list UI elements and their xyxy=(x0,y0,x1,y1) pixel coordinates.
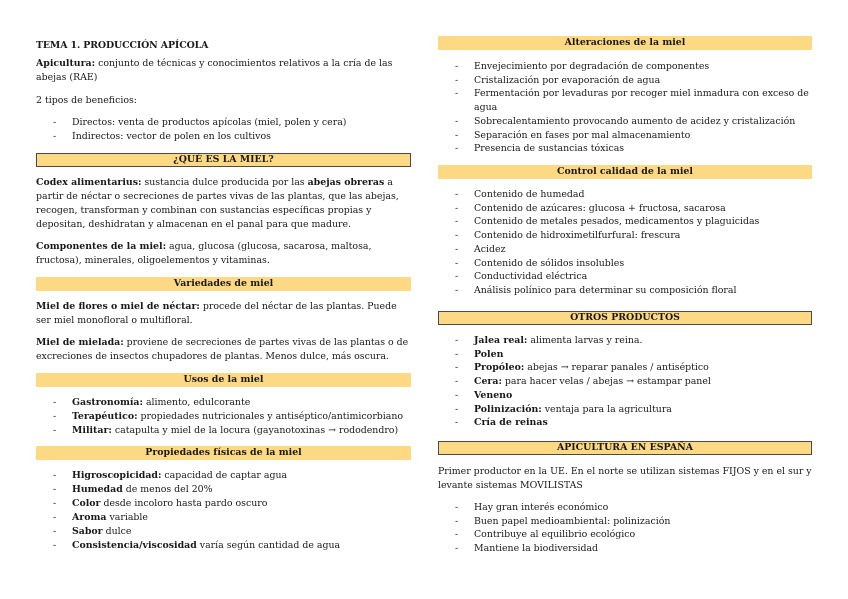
section-header-usos: Usos de la miel xyxy=(36,373,411,387)
producto-term: Polen xyxy=(474,348,504,360)
section-header-que-es: ¿QUÉ ES LA MIEL? xyxy=(36,153,411,167)
list-item xyxy=(438,389,812,403)
list-item xyxy=(36,396,411,410)
list-item: - Presencia de sustancias tóxicas xyxy=(438,142,812,156)
list-item: - Indirectos: vector de polen en los cultivos xyxy=(36,130,411,144)
propiedad-text: variable xyxy=(106,512,148,523)
section-header-variedades: Variedades de miel xyxy=(36,277,411,291)
propiedad-text: de menos del 20% xyxy=(122,484,213,495)
producto-term: Polinización: xyxy=(474,403,542,415)
list-item xyxy=(36,511,411,525)
producto-text: abejas → reparar panales / antiséptico xyxy=(524,362,709,374)
producto-text: para hacer velas / abejas → estampar panel xyxy=(501,376,711,388)
list-item: - Contenido de metales pesados, medicamentos y plaguicidas xyxy=(438,215,812,229)
propiedad-text: desde incoloro hasta pardo oscuro xyxy=(100,498,268,509)
usos-term: Gastronomía: xyxy=(72,397,143,408)
alteraciones-list xyxy=(438,60,812,156)
list-item: - Análisis polínico para determinar su composición floral xyxy=(438,284,812,298)
propiedad-term: Humedad xyxy=(72,484,123,495)
propiedad-text: varía según cantidad de agua xyxy=(196,540,341,551)
propiedad-text: capacidad de captar agua xyxy=(161,470,288,481)
list-item: - Directos: venta de productos apícolas (miel, polen y cera) xyxy=(36,116,411,130)
list-item: - Conductividad eléctrica xyxy=(438,270,812,284)
otros-list xyxy=(438,334,812,430)
list-item: - Contribuye al equilibrio ecológico xyxy=(438,528,812,542)
section-header-control: Control calidad de la miel xyxy=(438,165,812,179)
producto-term: Veneno xyxy=(474,389,513,401)
producto-term: Jalea real: xyxy=(474,335,528,346)
list-item xyxy=(36,497,411,511)
apicultura-definition xyxy=(36,57,411,85)
section-header-otros: OTROS PRODUCTOS xyxy=(438,311,812,325)
apicultura-text: conjunto de técnicas y conocimientos relativos a la cría de las abejas (RAE) xyxy=(36,58,393,83)
list-item xyxy=(36,539,411,553)
codex-term: Codex alimentarius: xyxy=(36,177,142,188)
section-header-propiedades: Propiedades físicas de la miel xyxy=(36,446,411,460)
usos-term: Terapéutico: xyxy=(72,411,138,422)
propiedad-text: dulce xyxy=(102,526,132,537)
list-item xyxy=(36,469,411,483)
benefits-intro xyxy=(36,94,411,108)
section-header-espana: APICULTURA EN ESPAÑA xyxy=(438,441,812,455)
propiedades-list xyxy=(36,469,411,553)
usos-text: propiedades nutricionales y antiséptico/antimicorbiano xyxy=(137,411,404,422)
usos-text: alimento, edulcorante xyxy=(142,397,251,408)
usos-text: catapulta y miel de la locura (gayanotoxinas → rododendro) xyxy=(111,425,399,436)
list-item: - Contenido de sólidos insolubles xyxy=(438,257,812,271)
propiedad-term: Consistencia/viscosidad xyxy=(72,540,197,551)
list-item xyxy=(438,403,812,417)
list-item: - Sobrecalentamiento provocando aumento de acidez y cristalización xyxy=(438,115,812,129)
list-item xyxy=(438,375,812,389)
codex-text-a: sustancia dulce producida por las xyxy=(141,177,308,188)
list-item: - Buen papel medioambiental: polinización xyxy=(438,515,812,529)
control-list xyxy=(438,188,812,298)
flores-term: Miel de flores o miel de néctar: xyxy=(36,301,200,312)
list-item xyxy=(36,424,411,438)
list-item: - Contenido de hidroximetilfurfural: frescura xyxy=(438,229,812,243)
producto-text: ventaja para la agricultura xyxy=(541,403,672,415)
benefits-intro-text: 2 tipos de beneficios: xyxy=(36,95,137,106)
miel-mielada-definition xyxy=(36,336,411,364)
producto-term: Cría de reinas xyxy=(474,417,548,429)
list-item: - Envejecimiento por degradación de componentes xyxy=(438,60,812,74)
list-item xyxy=(438,334,812,348)
document-title: TEMA 1. PRODUCCIÓN APÍCOLA xyxy=(36,40,209,51)
mielada-text: proviene de secreciones de partes vivas de las plantas o de excreciones de insectos chupadores de plantas. Menos dulce, más oscura. xyxy=(36,337,409,362)
espana-intro-text: Primer productor en la UE. En el norte se utilizan sistemas FIJOS y en el sur y levante sistemas MOVILISTAS xyxy=(438,466,812,491)
producto-term: Cera: xyxy=(474,376,502,388)
list-item: - Acidez xyxy=(438,243,812,257)
benefits-list xyxy=(36,116,411,144)
list-item: - Contenido de azúcares: glucosa + fructosa, sacarosa xyxy=(438,202,812,216)
producto-term: Propóleo: xyxy=(474,362,525,374)
espana-list xyxy=(438,501,812,556)
codex-text-b: a partir de néctar o secreciones de partes vivas de las plantas, que las abejas, recogen, transforman y combinan con sustancias específicas propias y depositan, deshidratan y almacenan en el panal para que madure. xyxy=(36,177,399,230)
propiedad-term: Color xyxy=(72,498,101,509)
list-item: - Mantiene la biodiversidad xyxy=(438,542,812,556)
mielada-term: Miel de mielada: xyxy=(36,337,124,348)
section-header-alteraciones: Alteraciones de la miel xyxy=(438,36,812,50)
espana-intro xyxy=(438,465,812,493)
list-item: - Cristalización por evaporación de agua xyxy=(438,74,812,88)
list-item xyxy=(36,525,411,539)
list-item: - Separación en fases por mal almacenamiento xyxy=(438,129,812,143)
list-item xyxy=(36,410,411,424)
propiedad-term: Higroscopicidad: xyxy=(72,470,162,481)
flores-text: procede del néctar de las plantas. Puede ser miel monofloral o multifloral. xyxy=(36,301,397,326)
propiedad-term: Aroma xyxy=(72,512,107,523)
list-item: - Contenido de humedad xyxy=(438,188,812,202)
list-item xyxy=(438,416,812,430)
propiedad-term: Sabor xyxy=(72,526,103,537)
componentes-text: agua, glucosa (glucosa, sacarosa, maltosa, fructosa), minerales, oligoelementos y vitaminas. xyxy=(36,241,372,266)
codex-definition xyxy=(36,176,411,232)
list-item: - Fermentación por levaduras por recoger miel inmadura con exceso de agua xyxy=(438,87,812,114)
list-item: - Hay gran interés económico xyxy=(438,501,812,515)
miel-flores-definition xyxy=(36,300,411,328)
apicultura-term: Apicultura: xyxy=(36,58,96,69)
list-item xyxy=(438,348,812,362)
codex-highlight: abejas obreras xyxy=(307,177,385,188)
list-item xyxy=(36,483,411,497)
producto-text: alimenta larvas y reina. xyxy=(527,335,643,346)
usos-list xyxy=(36,396,411,438)
list-item xyxy=(438,361,812,375)
usos-term: Militar: xyxy=(72,425,112,436)
componentes-definition xyxy=(36,240,411,268)
componentes-term: Componentes de la miel: xyxy=(36,241,167,252)
